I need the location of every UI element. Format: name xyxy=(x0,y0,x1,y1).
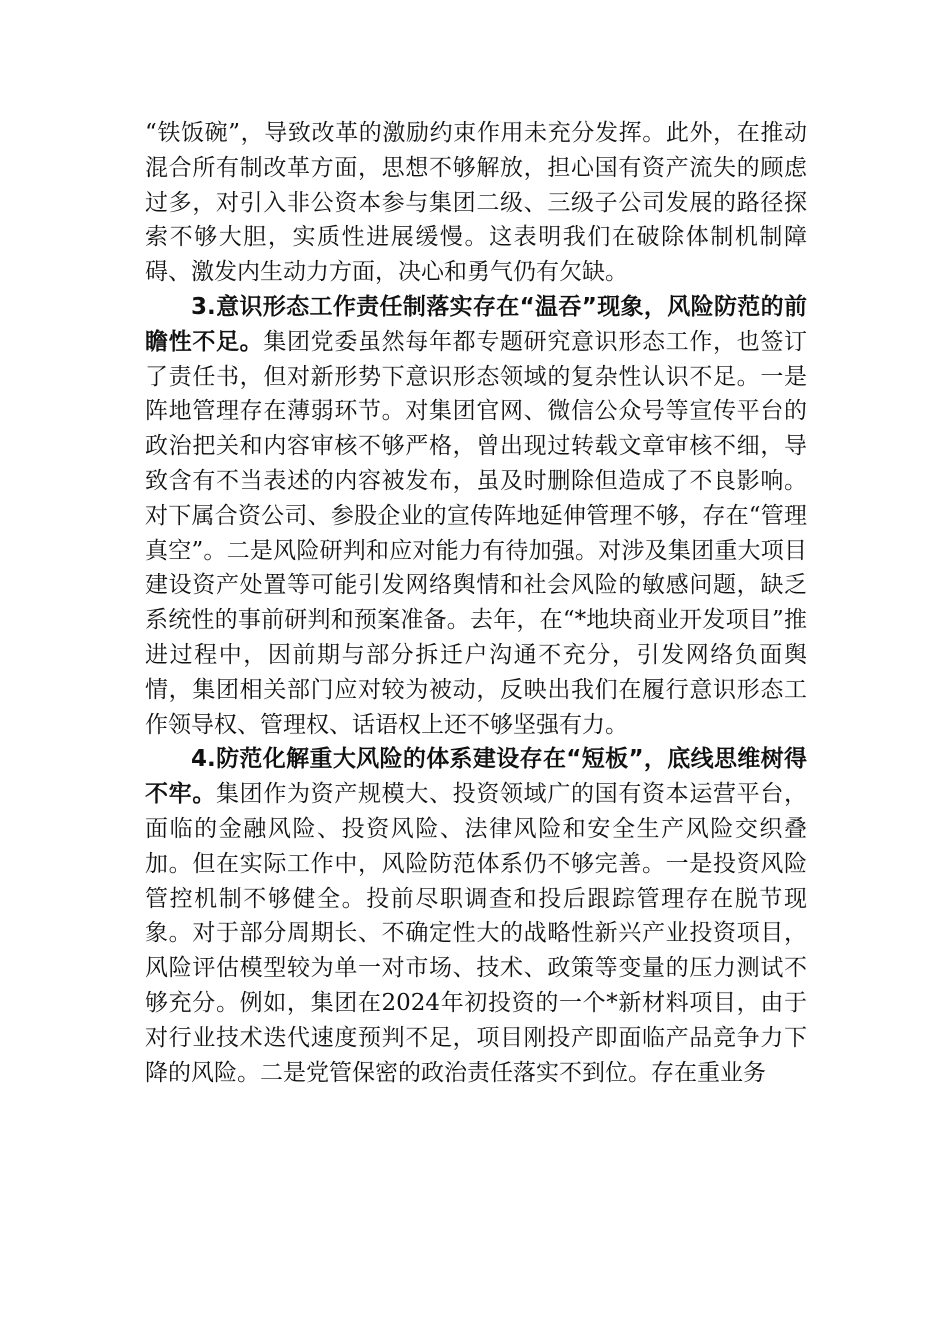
paragraph-2-heading: 3.意识形态工作责任制落实存在“温吞”现象，风险防范的前瞻性不足。 xyxy=(145,293,807,355)
paragraph-2-text: 集团党委虽然每年都专题研究意识形态工作，也签订了责任书，但对新形势下意识形态领域的复杂性认识不足。一是阵地管理存在薄弱环节。对集团官网、微信公众号等宣传平台的政治把关和内容审核不够严格，曾出现过转载文章审核不细，导致含有不当表述的内容被发布，虽及时删除但造成了不良影响。对下属合资公司、参股企业的宣传阵地延伸管理不够，存在“管理真空”。二是风险研判和应对能力有待加强。对涉及集团重大项目建设资产处置等可能引发网络舆情和社会风险的敏感问题，缺乏系统性的事前研判和预案准备。去年，在“*地块商业开发项目”推进过程中，因前期与部分拆迁户沟通不充分，引发网络负面舆情，集团相关部门应对较为被动，反映出我们在履行意识形态工作领导权、管理权、话语权上还不够坚强有力。 xyxy=(145,328,808,738)
paragraph-1-text: “铁饭碗”，导致改革的激励约束作用未充分发挥。此外，在推动混合所有制改革方面，思想不够解放，担心国有资产流失的顾虑过多，对引入非公资本参与集团二级、三级子公司发展的路径探索不够大胆，实质性进展缓慢。这表明我们在破除体制机制障碍、激发内生动力方面，决心和勇气仍有欠缺。 xyxy=(145,120,807,286)
paragraph-3-heading: 4.防范化解重大风险的体系建设存在“短板”，底线思维树得不牢。 xyxy=(145,746,807,808)
document-page xyxy=(145,116,807,1090)
paragraph-2 xyxy=(145,290,807,742)
paragraph-1 xyxy=(145,116,807,290)
paragraph-3-text: 集团作为资产规模大、投资领域广的国有资本运营平台，面临的金融风险、投资风险、法律风险和安全生产风险交织叠加。但在实际工作中，风险防范体系仍不够完善。一是投资风险管控机制不够健全。投前尽职调查和投后跟踪管理存在脱节现象。对于部分周期长、不确定性大的战略性新兴产业投资项目，风险评估模型较为单一对市场、技术、政策等变量的压力测试不够充分。例如，集团在2024年初投资的一个*新材料项目，由于对行业技术迭代速度预判不足，项目刚投产即面临产品竞争力下降的风险。二是党管保密的政治责任落实不到位。存在重业务 xyxy=(145,781,807,1086)
paragraph-3 xyxy=(145,742,807,1090)
